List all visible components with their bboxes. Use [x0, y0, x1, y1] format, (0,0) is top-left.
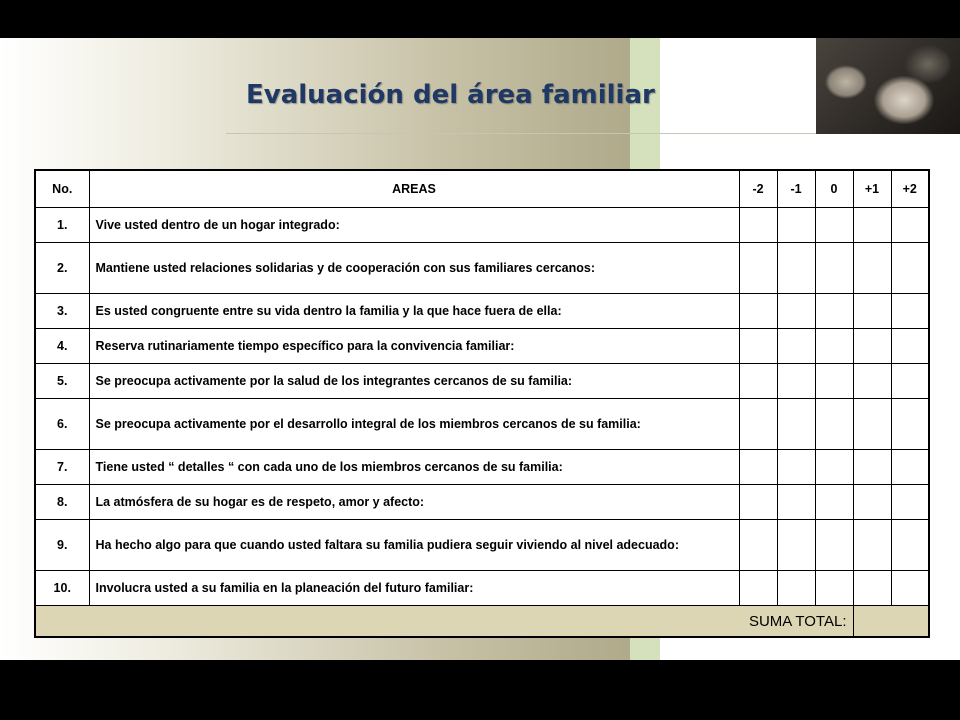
score-cell[interactable]	[891, 243, 929, 294]
row-number: 3.	[35, 294, 89, 329]
score-cell[interactable]	[739, 485, 777, 520]
score-cell[interactable]	[853, 243, 891, 294]
score-cell[interactable]	[777, 243, 815, 294]
score-cell[interactable]	[777, 399, 815, 450]
score-cell[interactable]	[777, 571, 815, 606]
evaluation-table	[34, 169, 930, 638]
score-cell[interactable]	[853, 520, 891, 571]
header-areas: AREAS	[89, 170, 739, 208]
score-cell[interactable]	[815, 399, 853, 450]
score-cell[interactable]	[777, 364, 815, 399]
row-number: 6.	[35, 399, 89, 450]
score-cell[interactable]	[739, 520, 777, 571]
header-score-0: 0	[815, 170, 853, 208]
row-number: 1.	[35, 208, 89, 243]
score-cell[interactable]	[815, 485, 853, 520]
row-question: Se preocupa activamente por el desarrollo integral de los miembros cercanos de su familia:	[89, 399, 739, 450]
score-cell[interactable]	[891, 399, 929, 450]
score-cell[interactable]	[815, 294, 853, 329]
row-question: Es usted congruente entre su vida dentro la familia y la que hace fuera de ella:	[89, 294, 739, 329]
score-cell[interactable]	[815, 243, 853, 294]
slide	[0, 38, 960, 660]
score-cell[interactable]	[853, 294, 891, 329]
row-number: 8.	[35, 485, 89, 520]
score-cell[interactable]	[815, 571, 853, 606]
score-cell[interactable]	[853, 208, 891, 243]
table-row	[35, 450, 929, 485]
score-cell[interactable]	[777, 294, 815, 329]
total-row	[35, 606, 929, 638]
score-cell[interactable]	[739, 571, 777, 606]
header-score-plus-2: +2	[891, 170, 929, 208]
table-row	[35, 520, 929, 571]
score-cell[interactable]	[739, 399, 777, 450]
score-cell[interactable]	[815, 364, 853, 399]
row-number: 2.	[35, 243, 89, 294]
row-question: Involucra usted a su familia en la planeación del futuro familiar:	[89, 571, 739, 606]
family-photo	[816, 38, 960, 134]
row-question: Mantiene usted relaciones solidarias y de cooperación con sus familiares cercanos:	[89, 243, 739, 294]
score-cell[interactable]	[815, 450, 853, 485]
score-cell[interactable]	[891, 294, 929, 329]
score-cell[interactable]	[853, 450, 891, 485]
score-cell[interactable]	[815, 520, 853, 571]
row-number: 5.	[35, 364, 89, 399]
score-cell[interactable]	[777, 450, 815, 485]
row-number: 10.	[35, 571, 89, 606]
table-row	[35, 243, 929, 294]
table-header-row	[35, 170, 929, 208]
score-cell[interactable]	[891, 520, 929, 571]
score-cell[interactable]	[777, 208, 815, 243]
table-row	[35, 294, 929, 329]
page-title: Evaluación del área familiar	[246, 80, 655, 110]
row-question: Se preocupa activamente por la salud de los integrantes cercanos de su familia:	[89, 364, 739, 399]
score-cell[interactable]	[891, 329, 929, 364]
score-cell[interactable]	[777, 485, 815, 520]
table-row	[35, 208, 929, 243]
score-cell[interactable]	[853, 364, 891, 399]
score-cell[interactable]	[739, 364, 777, 399]
score-cell[interactable]	[891, 571, 929, 606]
score-cell[interactable]	[739, 329, 777, 364]
score-cell[interactable]	[739, 294, 777, 329]
score-cell[interactable]	[739, 450, 777, 485]
row-question: Tiene usted “ detalles “ con cada uno de los miembros cercanos de su familia:	[89, 450, 739, 485]
score-cell[interactable]	[891, 208, 929, 243]
score-cell[interactable]	[853, 485, 891, 520]
score-cell[interactable]	[815, 329, 853, 364]
table-row	[35, 485, 929, 520]
row-question: Reserva rutinariamente tiempo específico para la convivencia familiar:	[89, 329, 739, 364]
score-cell[interactable]	[777, 520, 815, 571]
row-number: 4.	[35, 329, 89, 364]
score-cell[interactable]	[891, 450, 929, 485]
table-row	[35, 329, 929, 364]
table-row	[35, 399, 929, 450]
total-label: SUMA TOTAL:	[35, 606, 853, 638]
header-score-minus-2: -2	[739, 170, 777, 208]
header-score-plus-1: +1	[853, 170, 891, 208]
score-cell[interactable]	[853, 571, 891, 606]
row-question: La atmósfera de su hogar es de respeto, amor y afecto:	[89, 485, 739, 520]
row-question: Ha hecho algo para que cuando usted faltara su familia pudiera seguir viviendo al nivel adecuado:	[89, 520, 739, 571]
row-question: Vive usted dentro de un hogar integrado:	[89, 208, 739, 243]
score-cell[interactable]	[739, 243, 777, 294]
score-cell[interactable]	[853, 329, 891, 364]
header-score-minus-1: -1	[777, 170, 815, 208]
score-cell[interactable]	[777, 329, 815, 364]
header-no: No.	[35, 170, 89, 208]
score-cell[interactable]	[739, 208, 777, 243]
score-cell[interactable]	[891, 364, 929, 399]
row-number: 7.	[35, 450, 89, 485]
table-row	[35, 364, 929, 399]
score-cell[interactable]	[815, 208, 853, 243]
table-row	[35, 571, 929, 606]
score-cell[interactable]	[853, 399, 891, 450]
total-value-cell[interactable]	[853, 606, 929, 638]
row-number: 9.	[35, 520, 89, 571]
score-cell[interactable]	[891, 485, 929, 520]
